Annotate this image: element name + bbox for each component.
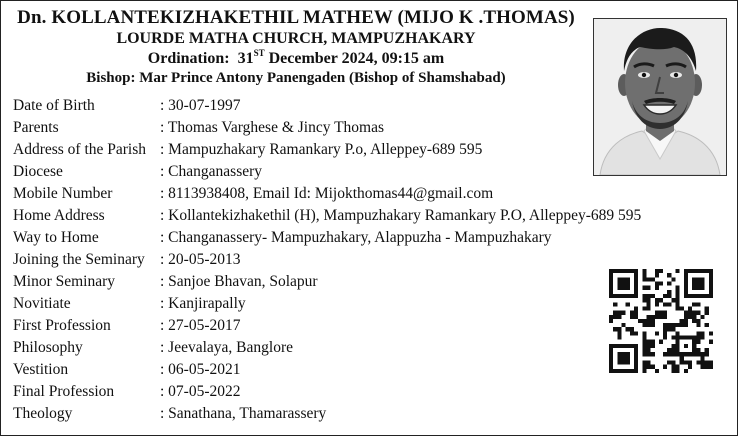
detail-value: : 27-05-2017 bbox=[160, 317, 241, 334]
detail-row bbox=[13, 227, 641, 249]
detail-label: Final Profession bbox=[13, 383, 115, 400]
detail-label: Theology bbox=[13, 405, 73, 422]
detail-label: Novitiate bbox=[13, 295, 71, 312]
detail-label: Philosophy bbox=[13, 339, 83, 356]
detail-value: : 30-07-1997 bbox=[160, 97, 241, 114]
detail-label: Joining the Seminary bbox=[13, 251, 145, 268]
detail-row bbox=[13, 161, 641, 183]
detail-label: Home Address bbox=[13, 207, 105, 224]
detail-value: : 20-05-2013 bbox=[160, 251, 241, 268]
church-name: LOURDE MATHA CHURCH, MAMPUZHAKARY bbox=[116, 30, 476, 47]
detail-row bbox=[13, 205, 641, 227]
ordination-day: 31 bbox=[237, 50, 254, 67]
ordination-line bbox=[1, 49, 591, 69]
detail-row bbox=[13, 359, 641, 381]
details-list bbox=[13, 95, 641, 425]
detail-value: : Sanathana, Thamarassery bbox=[160, 405, 327, 422]
detail-row bbox=[13, 315, 641, 337]
detail-label: Diocese bbox=[13, 163, 63, 180]
detail-value: : 07-05-2022 bbox=[160, 383, 241, 400]
detail-value: : Mampuzhakary Ramankary P.o, Alleppey-689 595 bbox=[160, 141, 483, 158]
ordination-label: Ordination: bbox=[147, 50, 230, 67]
detail-row bbox=[13, 293, 641, 315]
detail-row bbox=[13, 95, 641, 117]
detail-value: : Changanassery- Mampuzhakary, Alappuzha - Mampuzhakary bbox=[160, 229, 552, 246]
detail-value: : Changanassery bbox=[160, 163, 263, 180]
ordination-date-time: December 2024, 09:15 am bbox=[268, 50, 445, 67]
card-header bbox=[1, 7, 591, 88]
detail-row bbox=[13, 271, 641, 293]
detail-row bbox=[13, 381, 641, 403]
detail-label: Address of the Parish bbox=[13, 141, 147, 158]
detail-value: : Thomas Varghese & Jincy Thomas bbox=[160, 119, 385, 136]
detail-label: Way to Home bbox=[13, 229, 99, 246]
detail-label: Parents bbox=[13, 119, 59, 136]
detail-value: : Kanjirapally bbox=[160, 295, 246, 312]
detail-row bbox=[13, 117, 641, 139]
detail-label: Mobile Number bbox=[13, 185, 113, 202]
detail-value: : 8113938408, Email Id: Mijokthomas44@gmail.com bbox=[160, 185, 494, 202]
detail-label: Minor Seminary bbox=[13, 273, 116, 290]
detail-label: First Profession bbox=[13, 317, 111, 334]
detail-row bbox=[13, 139, 641, 161]
detail-value: : Kollantekizhakethil (H), Mampuzhakary Ramankary P.O, Alleppey-689 595 bbox=[160, 207, 642, 224]
detail-row bbox=[13, 183, 641, 205]
detail-row bbox=[13, 337, 641, 359]
detail-row bbox=[13, 403, 641, 425]
ordination-day-suffix: ST bbox=[253, 48, 265, 58]
detail-value: : Jeevalaya, Banglore bbox=[160, 339, 293, 356]
detail-value: : Sanjoe Bhavan, Solapur bbox=[160, 273, 318, 290]
bishop-line: Bishop: Mar Prince Antony Panengaden (Bishop of Shamshabad) bbox=[86, 70, 506, 86]
detail-label: Date of Birth bbox=[13, 97, 95, 114]
detail-label: Vestition bbox=[13, 361, 69, 378]
detail-value: : 06-05-2021 bbox=[160, 361, 241, 378]
detail-row bbox=[13, 249, 641, 271]
candidate-name: Dn. KOLLANTEKIZHAKETHIL MATHEW (MIJO K .THOMAS) bbox=[17, 7, 575, 28]
